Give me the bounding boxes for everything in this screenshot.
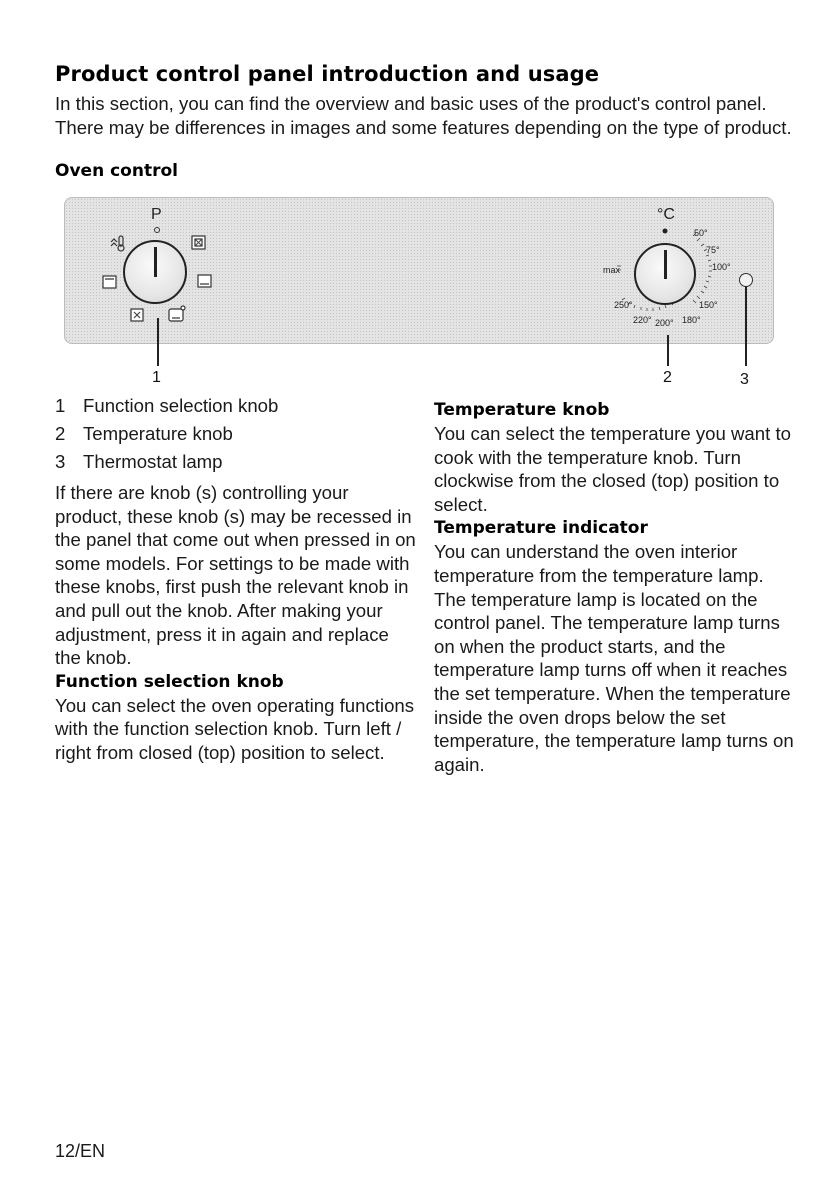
page-number: 12/EN [55, 1141, 106, 1161]
legend-number: 3 [55, 451, 66, 472]
scale-label-200: 200° [655, 318, 674, 328]
temperature-indicator-heading: Temperature indicator [434, 518, 648, 539]
scale-label-150: 150° [699, 300, 718, 310]
callout-line-2 [667, 335, 669, 366]
top-heating-icon [103, 276, 116, 288]
scale-label-50: 50° [694, 228, 708, 238]
knob-pointer [664, 250, 667, 279]
legend-number: 1 [55, 395, 66, 416]
scale-label-250: 250° [614, 300, 633, 310]
callout-number-1: 1 [152, 369, 161, 386]
temperature-knob[interactable] [634, 243, 696, 305]
right-column [434, 398, 796, 776]
legend-item [55, 392, 417, 420]
callout-line-1 [157, 318, 159, 366]
callout-number-3: 3 [740, 371, 749, 388]
recess-note: If there are knob (s) controlling your product, these knob (s) may be recessed in the panel that come out when pressed in on some models. For settings to be made with these knobs, first push the relevant knob in and pull out the knob. After making your adjustment, press it in again and replace the knob. [55, 482, 416, 669]
scale-label-220: 220° [633, 315, 652, 325]
scale-label-75: 75° [706, 245, 720, 255]
function-knob-text: You can select the oven operating functions with the function selection knob. Turn left / right from closed (top) position to select. [55, 694, 415, 763]
off-position-dot-icon [155, 228, 160, 233]
callout-line-3 [745, 286, 747, 366]
fan-thermometer-icon [111, 236, 124, 251]
page-title: Product control panel introduction and usage [55, 62, 600, 86]
scale-label-max: max [603, 265, 621, 275]
thermostat-lamp [739, 273, 753, 287]
intro-paragraph: In this section, you can find the overview and basic uses of the product's control panel. There may be differences in images and some features depending on the type of product. [55, 93, 792, 138]
temperature-knob-text: You can select the temperature you want to cook with the temperature knob. Turn clockwise from the closed (top) position to select. [434, 423, 791, 515]
temperature-indicator-text: You can understand the oven interior temperature from the temperature lamp. The temperature lamp is located on the control panel. The temperature lamp turns on when the product starts, and the temperature lamp turns off when it reaches the set temperature. When the temperature inside the oven drops below the set temperature, the temperature lamp turns on again. [434, 541, 794, 775]
temperature-off-dot-icon [663, 229, 668, 234]
bottom-fan-icon [169, 306, 185, 321]
callout-number-2: 2 [663, 369, 672, 386]
left-column [55, 392, 417, 765]
function-selection-knob[interactable] [123, 240, 187, 304]
legend-label: Thermostat lamp [83, 451, 223, 472]
function-mark-label: P [151, 206, 162, 223]
grill-fan-icon [192, 236, 205, 249]
scale-label-180: 180° [682, 315, 701, 325]
oven-control-heading: Oven control [55, 161, 178, 181]
function-knob-heading: Function selection knob [55, 671, 284, 692]
fan-icon [131, 309, 143, 321]
legend-number: 2 [55, 423, 66, 444]
knob-pointer [154, 247, 157, 277]
oven-control-panel-illustration [64, 197, 774, 344]
temperature-knob-heading: Temperature knob [434, 400, 610, 420]
scale-label-100: 100° [712, 262, 731, 272]
legend-label: Temperature knob [83, 423, 233, 444]
bottom-heating-icon [198, 275, 211, 287]
legend-item [55, 420, 417, 448]
celsius-mark-label: °C [657, 206, 675, 223]
legend-item [55, 448, 417, 476]
legend-label: Function selection knob [83, 395, 279, 416]
control-legend [55, 392, 417, 476]
